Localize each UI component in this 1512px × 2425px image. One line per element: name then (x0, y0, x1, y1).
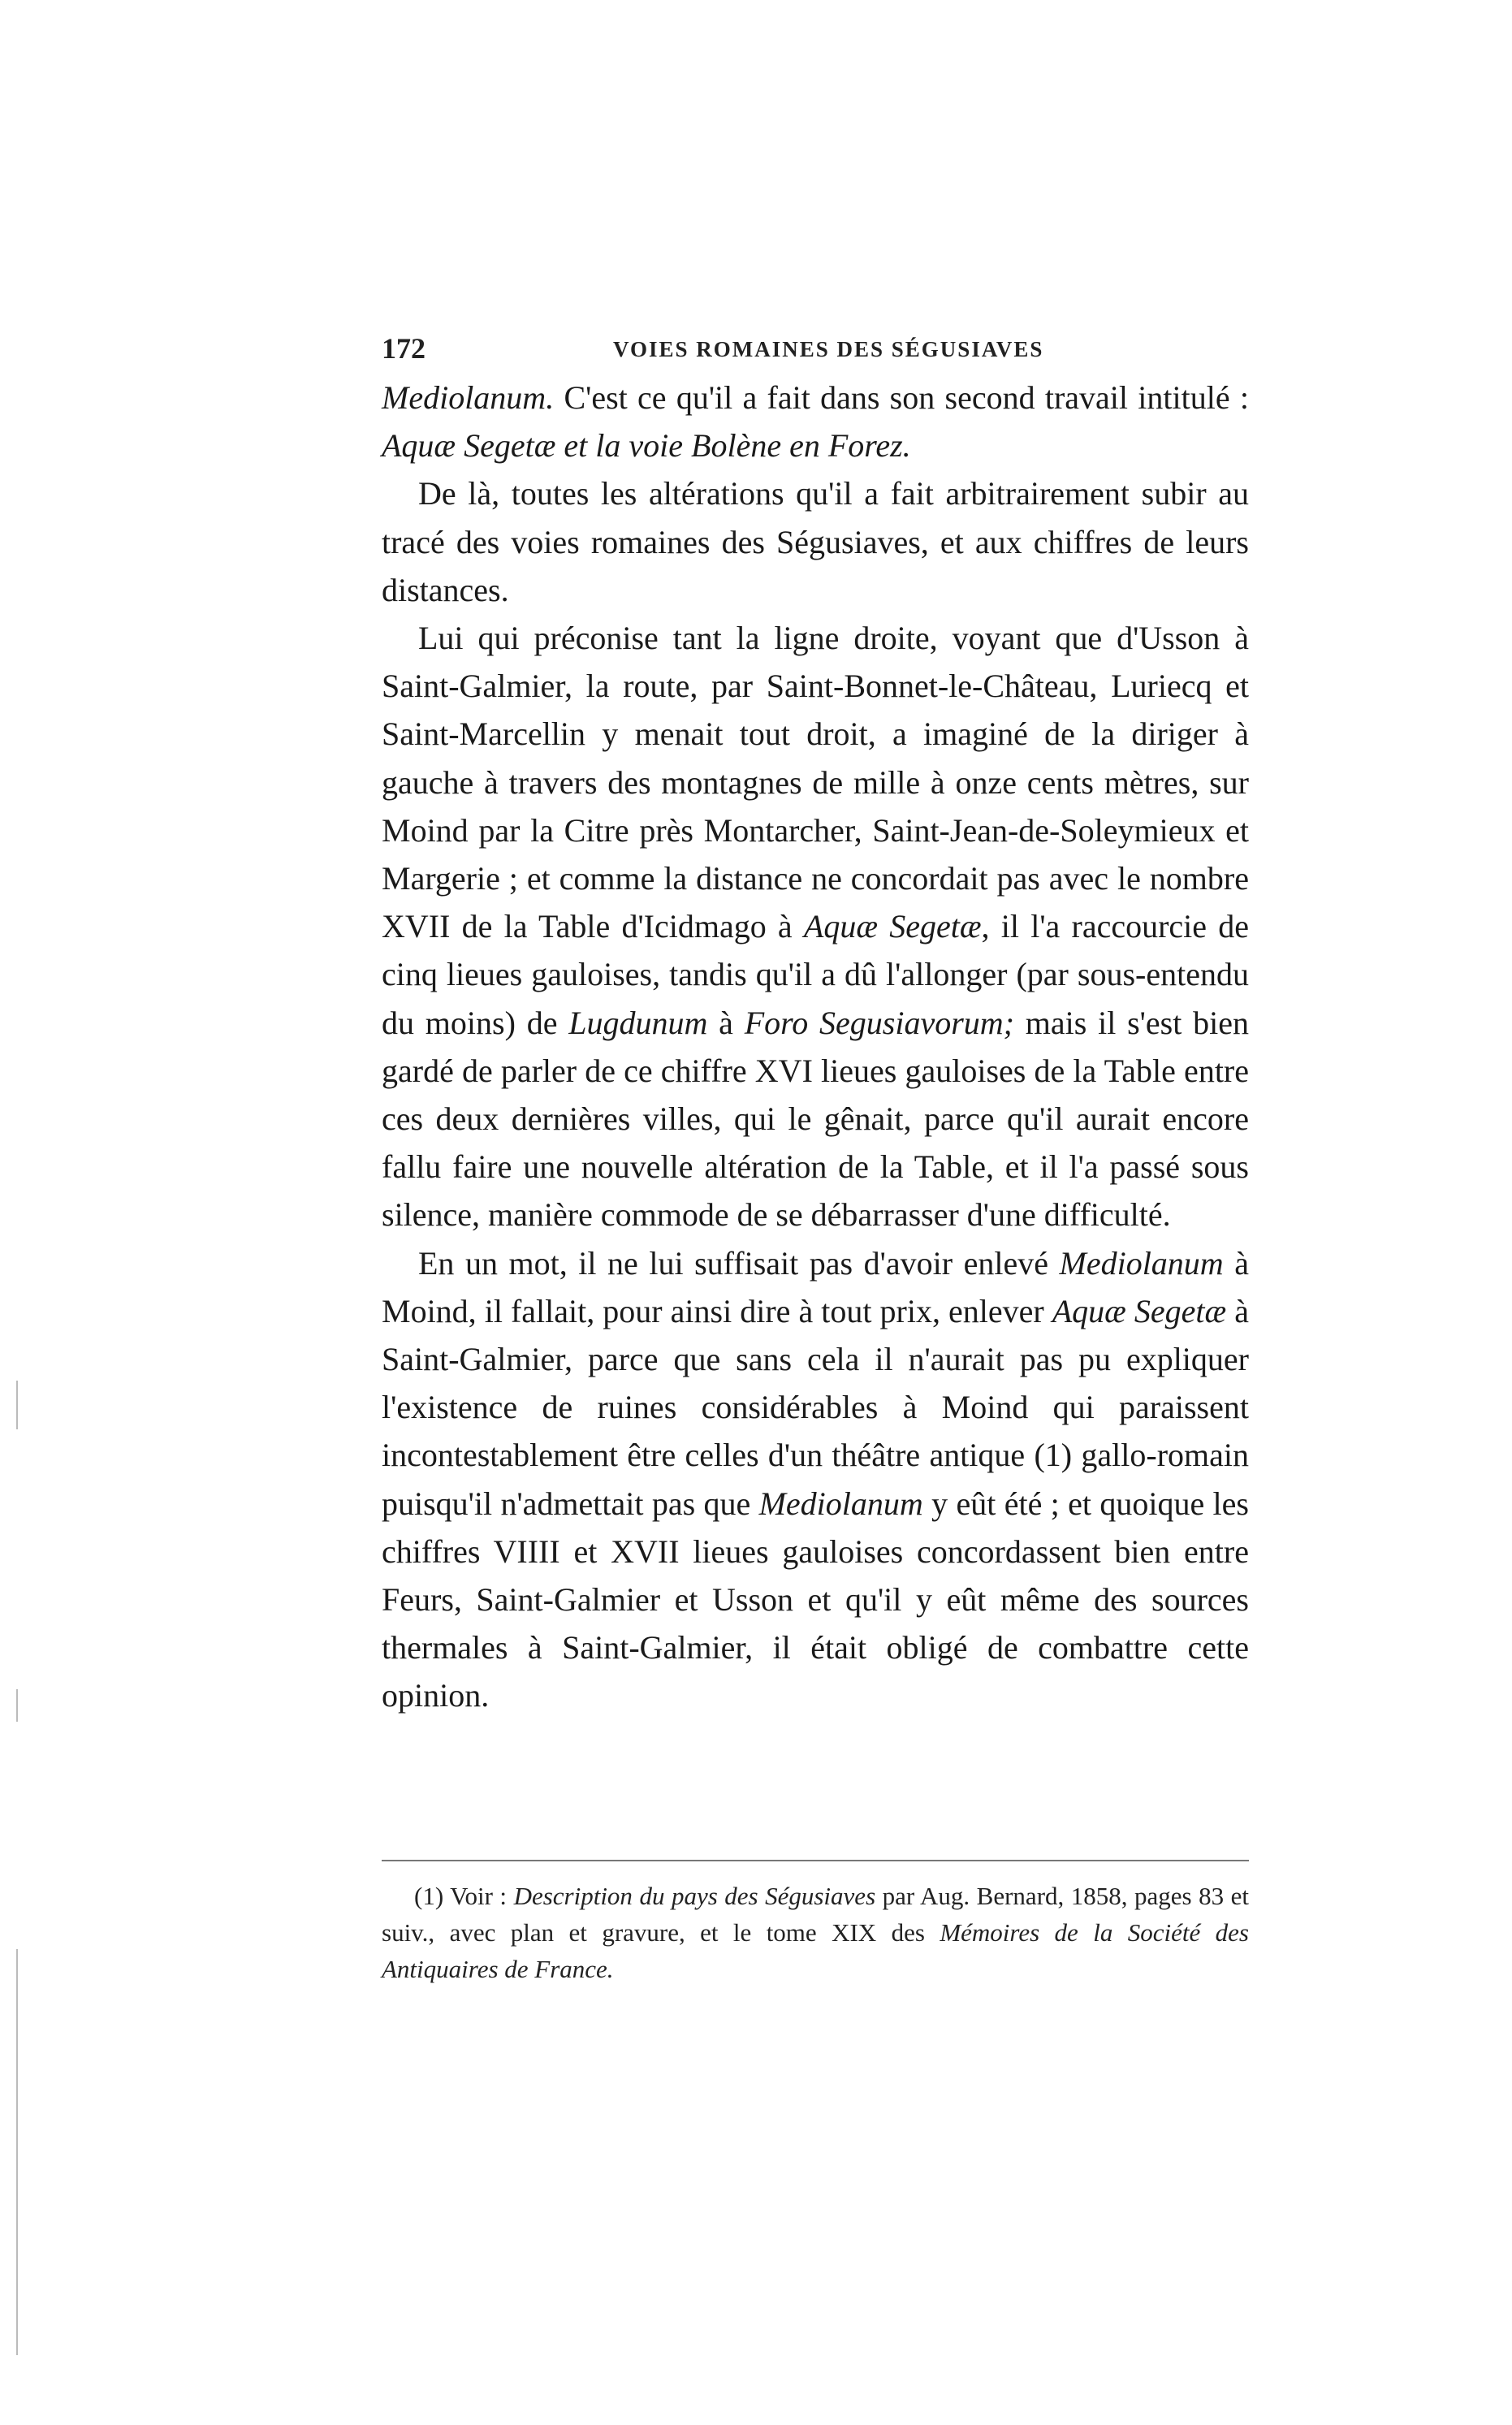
text-run: De là, toutes les altérations qu'il a fait arbitrairement subir au tracé des voies romaines des Ségusiaves, et aux chiffres de leurs distances. (382, 475, 1249, 608)
text-run: à Saint-Galmier, parce que sans cela il n'aurait pas pu expliquer l'existence de ruines considérables à Moind qui paraissent incontestablement être celles d'un théâtre antique (1) gallo-romain puisqu'il n'admettait pas que (382, 1292, 1249, 1522)
running-title: VOIES ROMAINES DES SÉGUSIAVES (613, 337, 1044, 361)
scan-mark (16, 1689, 18, 1722)
scan-mark (16, 1381, 18, 1429)
margin-scan-marks (16, 1381, 32, 2396)
page-number: 172 (382, 332, 426, 365)
text-run: par Aug. Bernard, 1858, pages 83 et suiv., avec plan et gravure, et le tome XIX des (382, 1882, 1250, 1947)
italic-text: Mediolanum (758, 1485, 923, 1522)
footnote-1 (382, 1878, 1249, 1987)
page-header (382, 331, 1251, 372)
paragraph-3 (382, 614, 1249, 1239)
footnotes (382, 1878, 1249, 1987)
italic-text: Mediolanum. (382, 379, 555, 416)
text-run: à (707, 1004, 745, 1041)
footnote-separator (382, 1860, 1249, 1861)
italic-text: Description du pays des Ségusiaves (513, 1882, 876, 1910)
scan-mark (16, 1949, 18, 2355)
italic-text: Lugdunum (568, 1004, 708, 1041)
text-run: Lui qui préconise tant la ligne droite, voyant que d'Usson à Saint-Galmier, la route, par Saint-Bonnet-le-Château, Luriecq et Saint-Marcellin y menait tout droit, a imaginé de la diriger à gauche à travers des montagnes de mille à onze cents mètres, sur Moind par la Citre près Montarcher, Saint-Jean-de-Soleymieux et Margerie ; et comme la distance ne concordait pas avec le nombre XVII de la Table d'Icidmago à (382, 620, 1249, 945)
text-run: y eût été ; et quoique les chiffres VIIII et XVII lieues gauloises concordassent bien entre Feurs, Saint-Galmier et Usson et qu'il y eût même des sources thermales à Saint-Galmier, il était obligé de combattre cette opinion. (382, 1485, 1249, 1714)
main-text (382, 374, 1249, 1720)
italic-text: Foro Segusiavorum; (744, 1004, 1014, 1041)
text-run: (1) Voir : (414, 1882, 514, 1910)
italic-text: Aquæ Segetæ et la voie Bolène en Forez. (382, 427, 911, 465)
text-run: En un mot, il ne lui suffisait pas d'avoir enlevé (418, 1244, 1060, 1282)
paragraph-1 (382, 374, 1249, 469)
paragraph-2 (382, 469, 1249, 614)
italic-text: Mediolanum (1059, 1244, 1224, 1282)
text-run: à Moind, il fallait, pour ainsi dire à tout prix, enlever (382, 1244, 1249, 1329)
text-run: , il l'a raccourcie de cinq lieues gauloises, tandis qu'il a dû l'allonger (par sous-entendu du moins) de (382, 908, 1249, 1041)
paragraph-4 (382, 1239, 1249, 1720)
italic-text: Aquæ Segetæ (1052, 1292, 1227, 1329)
italic-text: Aquæ Segetæ (803, 908, 982, 945)
text-run: mais il s'est bien gardé de parler de ce chiffre XVI lieues gauloises de la Table entre ces deux dernières villes, qui le gênait, parce qu'il aurait encore fallu faire une nouvelle altération de la Table, et il l'a passé sous silence, manière commode de se débarrasser d'une difficulté. (382, 1004, 1249, 1234)
text-run: C'est ce qu'il a fait dans son second travail intitulé : (554, 379, 1249, 416)
italic-text: Mémoires de la Société des Antiquaires de France. (382, 1918, 1249, 1983)
